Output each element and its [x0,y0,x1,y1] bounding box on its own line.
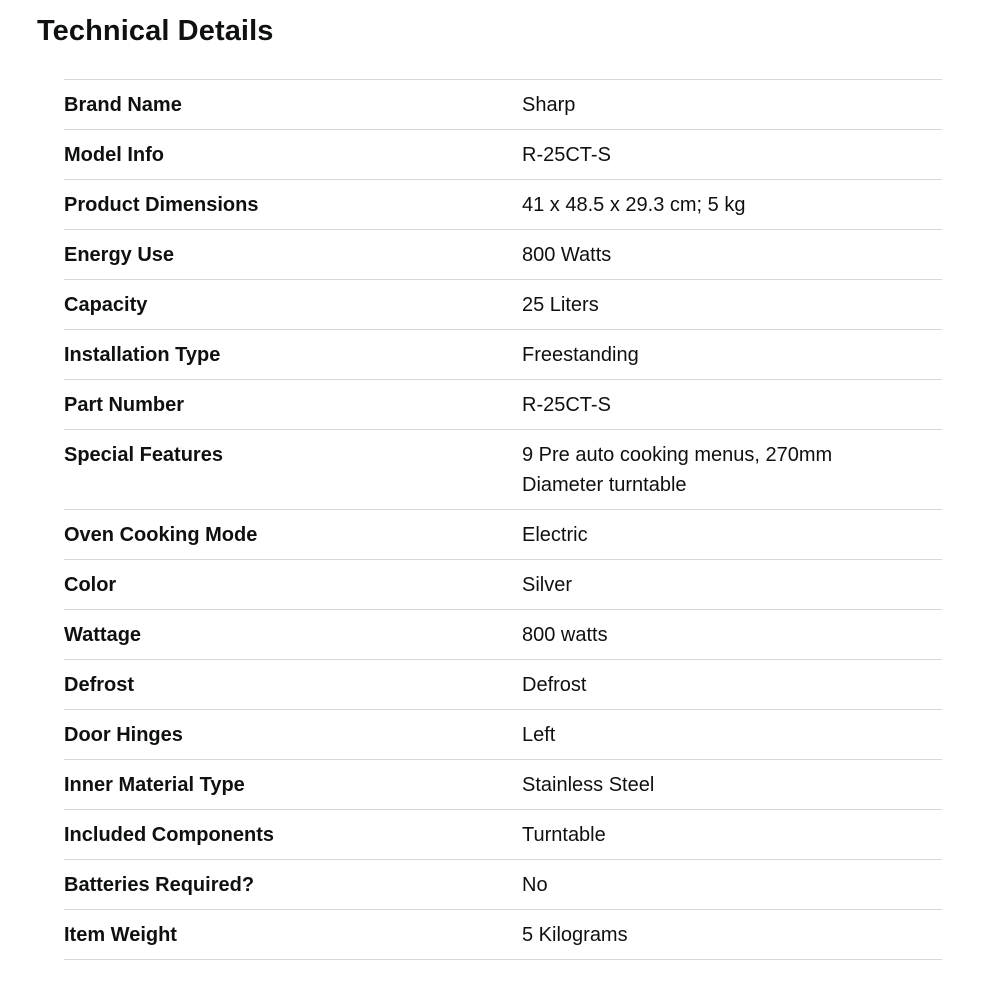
spec-row-model-info [64,130,942,180]
spec-row-energy-use [64,230,942,280]
spec-row-oven-cooking-mode [64,510,942,560]
spec-value: 5 Kilograms [522,924,628,946]
spec-value: 800 watts [522,624,608,646]
spec-row-color [64,560,942,610]
spec-label: Included Components [64,824,274,846]
spec-label: Energy Use [64,244,175,266]
spec-row-brand-name [64,80,942,130]
spec-label: Defrost [64,674,135,696]
spec-value: Left [522,724,556,746]
spec-value: 800 Watts [522,244,612,266]
spec-row-door-hinges [64,710,942,760]
spec-label: Product Dimensions [64,194,259,216]
spec-value: Defrost [522,674,587,696]
technical-details-table [64,79,942,960]
spec-label: Door Hinges [64,724,183,746]
spec-value: 9 Pre auto cooking menus, 270mm Diameter turntable [522,444,833,496]
spec-row-special-features [64,430,942,510]
spec-label: Wattage [64,624,142,646]
spec-row-inner-material-type [64,760,942,810]
spec-value: Turntable [522,824,606,846]
spec-value: Electric [522,524,588,546]
spec-value: Freestanding [522,344,639,366]
spec-value: R-25CT-S [522,144,611,166]
spec-label: Special Features [64,444,223,466]
spec-row-wattage [64,610,942,660]
spec-value: Silver [522,574,573,596]
technical-details-table-body [64,80,942,960]
spec-label: Oven Cooking Mode [64,524,258,546]
spec-value: 25 Liters [522,294,599,316]
spec-row-batteries-required [64,860,942,910]
spec-row-defrost [64,660,942,710]
spec-value: R-25CT-S [522,394,611,416]
spec-label: Capacity [64,294,148,316]
spec-label: Batteries Required? [64,874,255,896]
spec-value: 41 x 48.5 x 29.3 cm; 5 kg [522,194,746,216]
spec-label: Part Number [64,394,185,416]
spec-row-item-weight [64,910,942,960]
spec-label: Inner Material Type [64,774,245,796]
spec-label: Color [64,574,117,596]
spec-value: No [522,874,548,896]
spec-row-included-components [64,810,942,860]
spec-row-product-dimensions [64,180,942,230]
spec-row-capacity [64,280,942,330]
spec-label: Item Weight [64,924,177,946]
spec-row-part-number [64,380,942,430]
section-title: Technical Details [37,15,274,47]
spec-label: Installation Type [64,344,221,366]
spec-row-installation-type [64,330,942,380]
spec-value: Stainless Steel [522,774,655,796]
spec-label: Brand Name [64,94,182,116]
spec-value: Sharp [522,94,576,116]
spec-label: Model Info [64,144,164,166]
